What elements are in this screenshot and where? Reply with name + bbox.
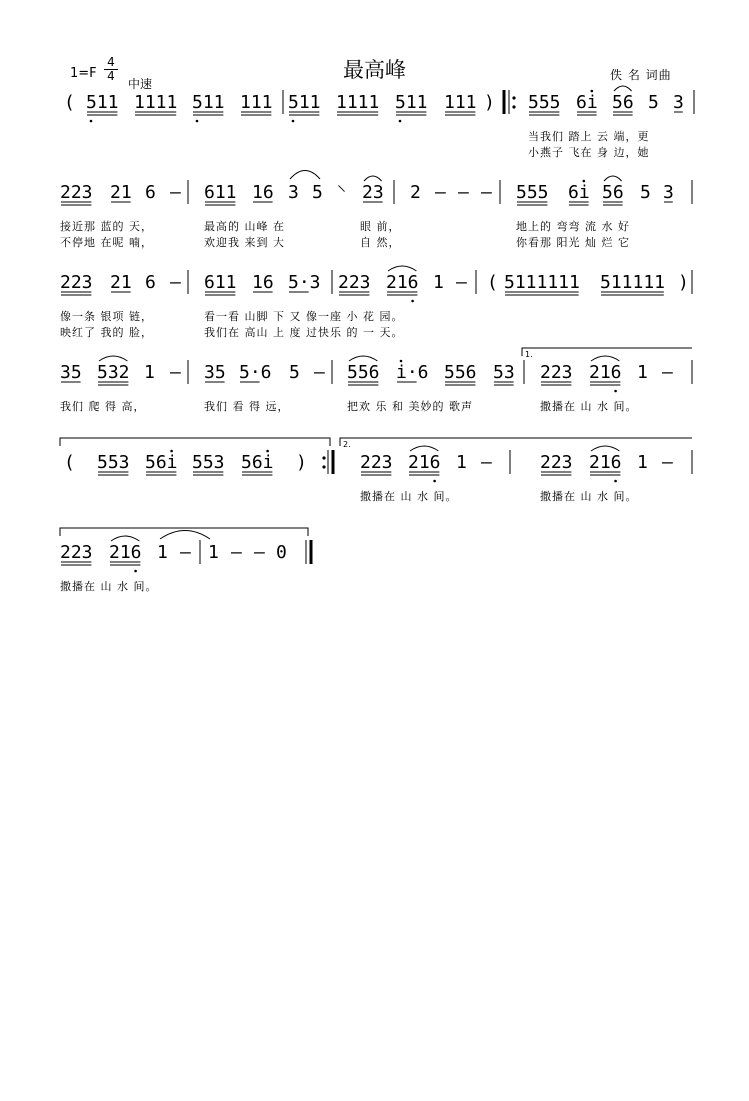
note-group: 1 — [637, 452, 648, 473]
repeat-start-barline — [504, 90, 516, 114]
note-group: 511 — [86, 92, 119, 113]
note-group: 216 — [386, 272, 419, 293]
parenthesis: ( — [64, 92, 75, 113]
note-group: 5 — [640, 182, 651, 203]
parenthesis: ( — [64, 452, 75, 473]
note-group: – — [170, 272, 181, 293]
note-group: 511 — [192, 92, 225, 113]
lyric-line: 撒播在 山 水 间。 — [360, 490, 458, 503]
note-group: 56i — [241, 452, 274, 473]
note-group: 1111 — [336, 92, 380, 113]
lyric-line: 撒播在 山 水 间。 — [60, 580, 158, 593]
note-group: 216 — [589, 452, 622, 473]
note-group: 35 — [60, 362, 82, 383]
note-group: 611 — [204, 182, 237, 203]
note-group: 3 — [663, 182, 674, 203]
note-group: i·6 — [396, 362, 429, 383]
note-group: 6 — [145, 182, 156, 203]
volta-first — [522, 348, 692, 359]
time-signature-bottom: 4 — [104, 69, 118, 83]
note-group: 2 — [410, 182, 421, 203]
lyric-line: 映红了 我的 脸， — [60, 326, 153, 339]
note-group: – — [314, 362, 325, 383]
note-group: 1 — [433, 272, 444, 293]
note-group: 35 — [204, 362, 226, 383]
note-group: 556 — [444, 362, 477, 383]
note-group: 223 — [360, 452, 393, 473]
note-group: 1 — [637, 362, 648, 383]
note-group: 556 — [347, 362, 380, 383]
lyric-line: 欢迎我 来到 大 — [204, 236, 285, 249]
tie — [160, 531, 210, 540]
note-group: 111 — [240, 92, 273, 113]
volta-bracket-repeat — [60, 438, 330, 446]
lyric-line: 我们 爬 得 高， — [60, 400, 146, 413]
repeat-end-barline — [322, 450, 333, 474]
note-group: 532 — [97, 362, 130, 383]
note-group: 5·6 — [239, 362, 272, 383]
note-group: 5 — [289, 362, 300, 383]
lyric-line: 接近那 蓝的 天， — [60, 220, 153, 233]
song-title: 最高峰 — [343, 58, 406, 82]
lyric-line: 当我们 踏上 云 端，更 — [528, 130, 650, 143]
note-group: – — [662, 362, 673, 383]
parenthesis: ( — [487, 272, 498, 293]
lyric-line: 像一条 银项 链， — [60, 310, 153, 323]
note-group: 1 — [456, 452, 467, 473]
tie — [290, 171, 320, 180]
note-group: 21 — [110, 182, 132, 203]
key-signature: 1=F — [70, 66, 97, 81]
volta-second-label: 2. — [343, 440, 351, 449]
note-group: 216 — [408, 452, 441, 473]
parenthesis: ) — [484, 92, 495, 113]
note-group: 5 — [648, 92, 659, 113]
note-group: 23 — [362, 182, 384, 203]
note-group: 1111 — [134, 92, 178, 113]
parenthesis: ) — [678, 272, 689, 293]
note-group: 1 — [144, 362, 155, 383]
note-group: 1 — [157, 542, 168, 563]
note-group: 5111111 — [504, 272, 580, 293]
note-group: – — [170, 182, 181, 203]
lyric-line: 小燕子 飞在 身 边，她 — [528, 146, 650, 159]
volta-second — [340, 438, 692, 449]
note-group: 216 — [109, 542, 142, 563]
note-group: 223 — [540, 362, 573, 383]
note-group: 6i — [568, 182, 590, 203]
note-group: 56 — [612, 92, 634, 113]
note-group: 3 — [673, 92, 684, 113]
note-group: 553 — [192, 452, 225, 473]
note-group: 1 — [208, 542, 219, 563]
note-group: 56 — [602, 182, 624, 203]
note-group: 511111 — [600, 272, 666, 293]
tempo-marking: 中速 — [128, 77, 153, 91]
lyric-line: 眼 前， — [360, 220, 401, 233]
note-group: – — [170, 362, 181, 383]
lyric-line: 我们在 高山 上 度 过快乐 的 一 天。 — [204, 326, 404, 339]
note-group: 555 — [528, 92, 561, 113]
lyric-line: 把欢 乐 和 美妙的 歌声 — [347, 400, 473, 413]
note-group: 555 — [516, 182, 549, 203]
note-group: 111 — [444, 92, 477, 113]
note-group: 6 — [145, 272, 156, 293]
note-group: 16 — [252, 272, 274, 293]
note-group: 223 — [60, 542, 93, 563]
note-group: 5·3 — [288, 272, 321, 293]
note-group: – — [481, 182, 492, 203]
note-group: 223 — [60, 272, 93, 293]
note-group: 216 — [589, 362, 622, 383]
note-group: ⸌ — [337, 182, 346, 203]
note-group: – — [435, 182, 446, 203]
note-group: – — [180, 542, 191, 563]
note-group: 223 — [338, 272, 371, 293]
lyric-line: 看一看 山脚 下 又 像一座 小 花 园。 — [204, 310, 404, 323]
note-group: 611 — [204, 272, 237, 293]
note-group: 223 — [60, 182, 93, 203]
note-group: 511 — [395, 92, 428, 113]
note-group: – — [254, 542, 265, 563]
note-group: 16 — [252, 182, 274, 203]
note-group: 53 — [493, 362, 515, 383]
note-group: – — [231, 542, 242, 563]
time-signature-top: 4 — [107, 55, 115, 69]
parenthesis: ) — [296, 452, 307, 473]
note-group: 553 — [97, 452, 130, 473]
lyric-line: 撒播在 山 水 间。 — [540, 400, 638, 413]
note-group: – — [456, 272, 467, 293]
lyric-line: 自 然， — [360, 236, 401, 249]
note-group: 0 — [276, 542, 287, 563]
note-group: 511 — [288, 92, 321, 113]
lyric-line: 我们 看 得 远， — [204, 400, 290, 413]
volta-first-label: 1. — [525, 350, 533, 359]
lyric-line: 不停地 在呢 喃， — [60, 236, 153, 249]
note-group: – — [662, 452, 673, 473]
note-group: 21 — [110, 272, 132, 293]
lyric-line: 你看那 阳光 灿 烂 它 — [516, 236, 630, 249]
note-group: 3 — [288, 182, 299, 203]
note-group: 56i — [145, 452, 178, 473]
note-group: – — [481, 452, 492, 473]
author-credit: 佚 名 词曲 — [610, 68, 672, 82]
volta-final — [60, 528, 308, 536]
lyric-line: 最高的 山峰 在 — [204, 220, 285, 233]
note-group: 5 — [312, 182, 323, 203]
note-group: 6i — [576, 92, 598, 113]
lyric-line: 地上的 弯弯 流 水 好 — [516, 220, 630, 233]
final-barline — [306, 540, 311, 564]
note-group: 223 — [540, 452, 573, 473]
lyric-line: 撒播在 山 水 间。 — [540, 490, 638, 503]
note-group: – — [458, 182, 469, 203]
